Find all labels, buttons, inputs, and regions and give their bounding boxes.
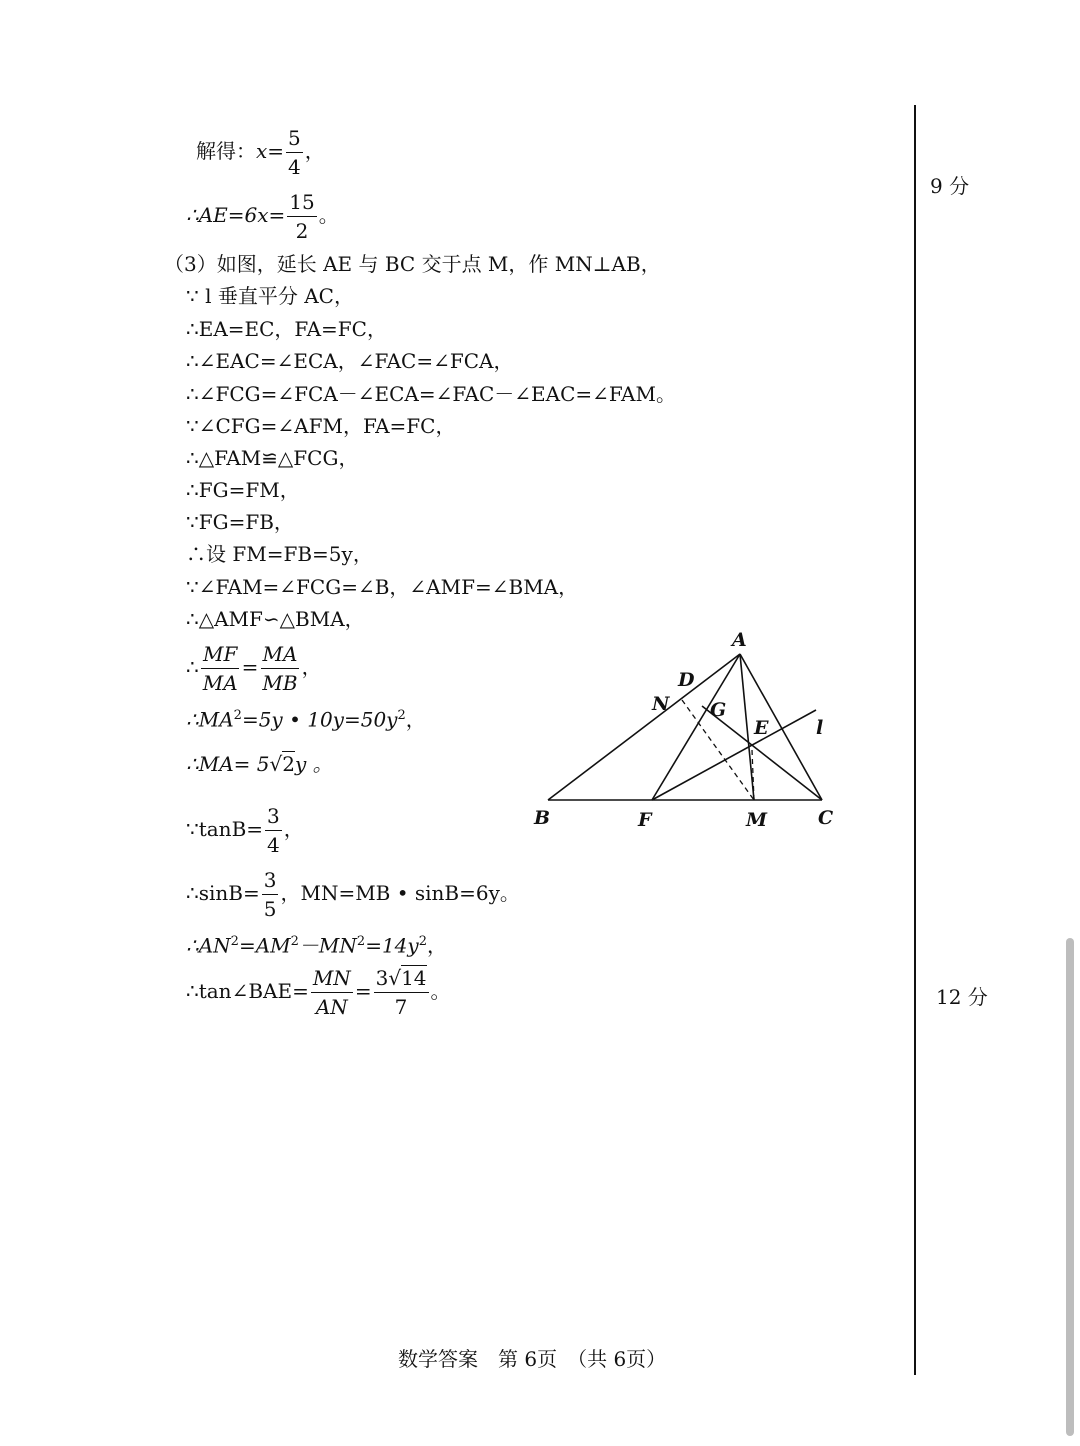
line-8: ∵∠CFG=∠AFM，FA=FC， xyxy=(186,414,456,438)
text: ， xyxy=(283,817,304,841)
numerator: 5 xyxy=(286,126,303,153)
line-part3: （3）如图，延长 AE 与 BC 交于点 M，作 MN⊥AB， xyxy=(164,252,661,276)
denominator: AN xyxy=(315,995,348,1019)
segment-ab xyxy=(548,654,740,800)
fraction xyxy=(260,642,299,695)
line-9: ∴△FAM≌△FCG， xyxy=(186,446,359,470)
fraction xyxy=(265,804,282,857)
text: ∴AE=6x= xyxy=(186,203,286,227)
numerator: MN xyxy=(311,966,353,993)
label-b: B xyxy=(534,807,551,829)
denominator: MB xyxy=(262,671,298,695)
text: 。 xyxy=(318,203,339,227)
denominator: 5 xyxy=(263,897,277,921)
radicand: 14 xyxy=(401,966,427,990)
text: ∴MA= 5 xyxy=(186,752,270,776)
text: 解得： xyxy=(196,139,256,163)
coefficient: 3 xyxy=(375,966,389,990)
label-d: D xyxy=(678,669,695,691)
scrollbar[interactable] xyxy=(1066,938,1074,1436)
fraction xyxy=(262,868,279,921)
line-13: ∵∠FAM=∠FCG=∠B，∠AMF=∠BMA， xyxy=(186,575,579,599)
fraction xyxy=(287,190,316,243)
label-f: F xyxy=(638,809,652,831)
line-12: ∴设 FM=FB=5y， xyxy=(186,542,373,566)
page-footer: 数学答案 第 6页 （共 6页） xyxy=(398,1347,667,1371)
superscript: 2 xyxy=(290,934,299,949)
text: =14y xyxy=(365,933,419,958)
line-solve-x xyxy=(196,126,325,179)
text: ， xyxy=(304,139,325,163)
numerator: 15 xyxy=(287,190,316,217)
line-ma xyxy=(186,752,333,776)
line-tanb xyxy=(186,804,304,857)
fraction xyxy=(374,966,429,1019)
line-sinb xyxy=(186,868,520,921)
text: －MN xyxy=(298,933,357,958)
superscript: 2 xyxy=(418,934,427,949)
label-a: A xyxy=(732,629,747,651)
fraction xyxy=(286,126,303,179)
denominator: MA xyxy=(202,671,238,695)
text: = xyxy=(241,655,259,679)
sqrt-sign: √ xyxy=(269,752,283,776)
denominator: 2 xyxy=(295,219,309,243)
line-an-squared xyxy=(186,930,447,958)
line-l xyxy=(652,710,816,800)
fraction xyxy=(311,966,353,1019)
label-n: N xyxy=(652,693,670,715)
label-g: G xyxy=(710,699,727,721)
line-tan-bae xyxy=(186,966,451,1019)
superscript: 2 xyxy=(233,708,242,723)
numerator: MA xyxy=(261,642,300,669)
numerator: MF xyxy=(201,642,239,669)
geometry-figure xyxy=(526,622,846,842)
label-c: C xyxy=(818,807,834,829)
label-e: E xyxy=(754,717,769,739)
denominator: 4 xyxy=(288,155,301,179)
text: ∴AN xyxy=(186,933,231,958)
text: =5y • 10y=50y xyxy=(241,707,398,732)
line-4: ∵ l 垂直平分 AC， xyxy=(186,284,354,308)
text: ∴sinB= xyxy=(186,881,260,905)
text: ∵tanB= xyxy=(186,817,264,841)
denominator: 7 xyxy=(394,995,408,1019)
numerator xyxy=(374,966,429,993)
denominator: 4 xyxy=(267,833,280,857)
line-6: ∴∠EAC=∠ECA，∠FAC=∠FCA， xyxy=(186,349,514,373)
line-10: ∴FG=FM， xyxy=(186,478,300,502)
text: ，MN=MB • sinB=6y。 xyxy=(280,881,520,905)
fraction xyxy=(201,642,240,695)
text: ∴ xyxy=(186,655,199,679)
superscript: 2 xyxy=(356,934,366,949)
line-ae xyxy=(186,190,339,243)
text: ， xyxy=(405,707,426,732)
line-5: ∴EA=EC，FA=FC， xyxy=(186,317,387,341)
sqrt-sign: √ xyxy=(388,966,402,990)
text: y 。 xyxy=(294,752,333,776)
line-proportion xyxy=(186,642,322,695)
label-m: M xyxy=(746,809,768,831)
superscript: 2 xyxy=(230,934,239,949)
line-ma-squared xyxy=(186,704,426,732)
text: 。 xyxy=(430,979,451,1003)
line-11: ∵FG=FB， xyxy=(186,510,294,534)
text: ， xyxy=(426,933,447,958)
radicand: 2 xyxy=(282,752,295,776)
score-12: 12 分 xyxy=(936,985,988,1009)
text: = xyxy=(354,979,372,1003)
score-9: 9 分 xyxy=(930,174,970,198)
line-14: ∴△AMF∽△BMA， xyxy=(186,607,365,631)
label-l: l xyxy=(816,717,824,739)
margin-rule xyxy=(914,105,916,1375)
segment-af xyxy=(652,654,740,800)
superscript: 2 xyxy=(397,708,406,723)
numerator: 3 xyxy=(262,868,279,895)
line-7: ∴∠FCG=∠FCA－∠ECA=∠FAC－∠EAC=∠FAM。 xyxy=(186,382,676,406)
text: ∴tan∠BAE= xyxy=(186,979,309,1003)
text: ， xyxy=(301,655,322,679)
text: x= xyxy=(256,139,285,163)
numerator: 3 xyxy=(265,804,282,831)
text: =AM xyxy=(238,933,291,958)
text: ∴MA xyxy=(186,707,234,732)
